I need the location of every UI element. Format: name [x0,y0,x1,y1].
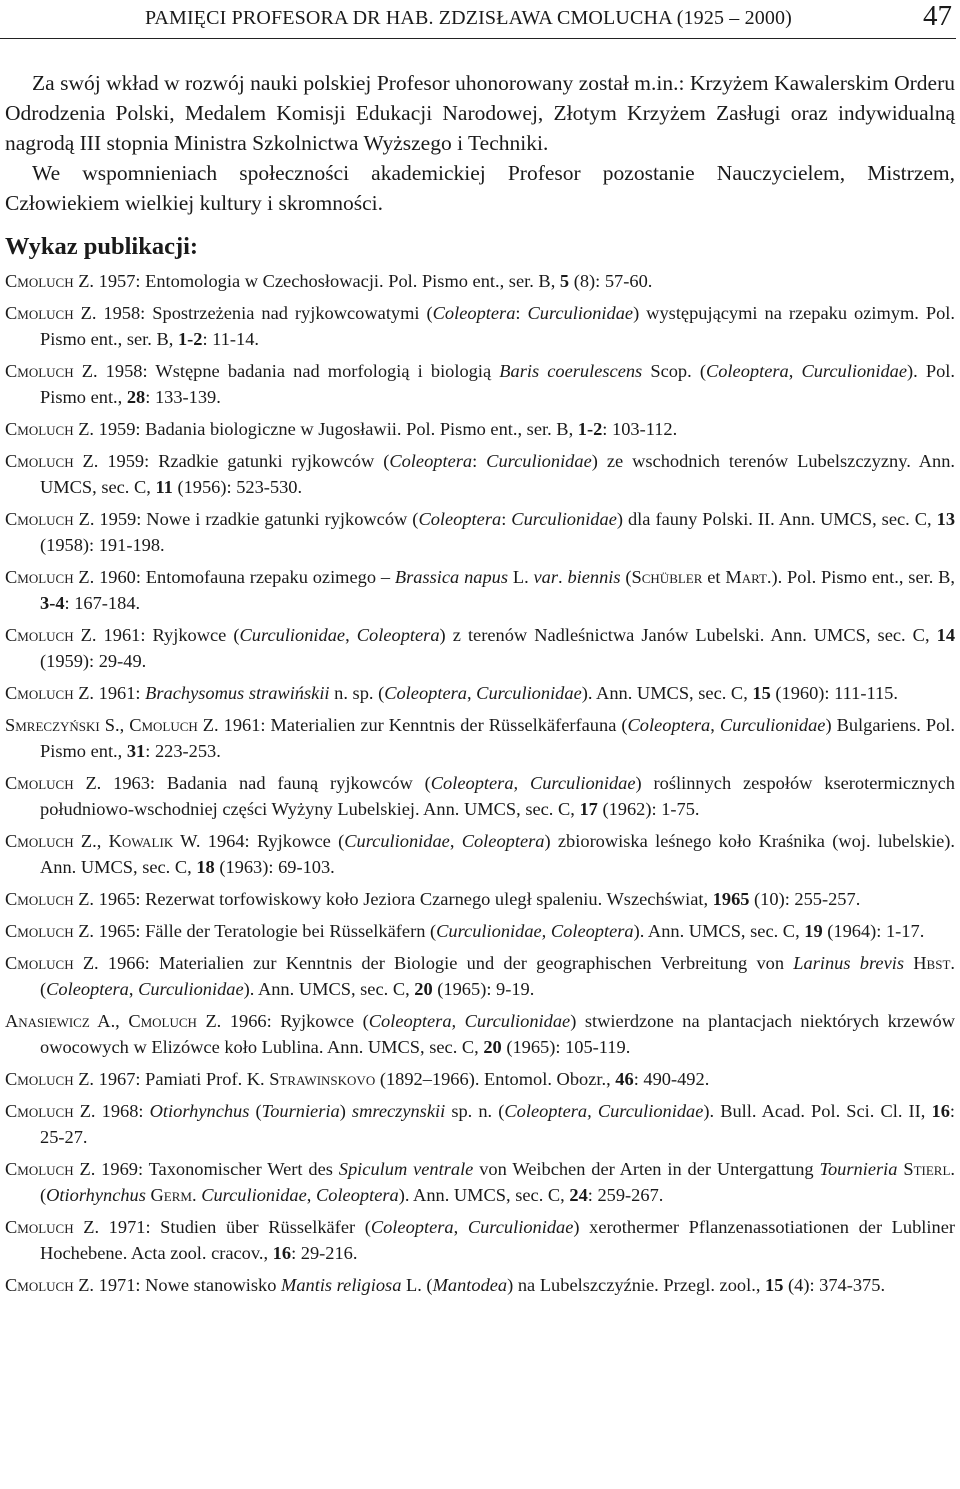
italic-term: Mantodea [432,1275,508,1295]
citation-text: 1966: Ryjkowce ( [221,1011,369,1031]
citation-text: L. ( [401,1275,433,1295]
author-name: Cmoluch Z. [5,1275,95,1295]
citation-text: , [128,979,139,999]
citation-text: 1959: Nowe i rzadkie gatunki ryjkowców ( [94,509,419,529]
citation-text: (10): 255-257. [749,889,861,909]
citation-text: : 167-184. [64,593,141,613]
italic-term: Curculionidae [476,683,582,703]
volume-number: 14 [936,625,956,645]
author-name: Cmoluch Z. [5,451,99,471]
honors-paragraph: Za swój wkład w rozwój nauki polskiej Profesor uhonorowany został m.in.: Krzyżem Kawalerskim Orderu Odrodzenia Polski, Medalem Komisji Edukacji Narodowej, Złotym Krzyżem Zasługi oraz indywidualną nagrodą III stopnia Ministra Szkolnictwa Wyższego i Techniki. [5,71,955,155]
citation-text: Scop. ( [642,361,706,381]
author-name: Anasiewicz A. [5,1011,116,1031]
publication-entry [5,770,955,822]
citation-text: : 25-27. [40,1101,956,1147]
citation-text: ) występującymi na rzepaku ozimym. Pol. Pismo ent., ser. B, [40,303,956,349]
italic-term: Tournieria [819,1159,898,1179]
citation-text: ). Ann. UMCS, sec. C, [581,683,753,703]
memory-paragraph: We wspomnieniach społeczności akademickiej Profesor pozostanie Nauczycielem, Mistrzem, Człowiekiem wielkiej kultury i skromności. [5,161,955,215]
italic-term: Coleoptera, Curculionidae [368,1011,571,1031]
citation-text: 1964: Ryjkowce ( [200,831,345,851]
author-name: Cmoluch Z. [5,889,95,909]
publication-entry [5,886,955,912]
publication-entry [5,416,955,442]
citation-text: ). Ann. UMCS, sec. C, [243,979,415,999]
volume-number: 16 [931,1101,950,1121]
citation-text: 1963: Badania nad fauną ryjkowców ( [101,773,431,793]
volume-number: 3-4 [40,593,65,613]
italic-term: Otiorhynchus [46,1185,146,1205]
citation-text: : 133-139. [145,387,221,407]
citation-text: : [515,303,528,323]
italic-term: Coleoptera [370,1217,454,1237]
volume-number: 17 [579,799,598,819]
author-name: Cmoluch Z. [5,921,95,941]
publication-entry [5,564,955,616]
citation-text: von Weibchen der Arten in der Untergattung [473,1159,820,1179]
italic-term: smreczynskii [351,1101,446,1121]
citation-text: : 490-492. [633,1069,710,1089]
author-name: Stierl. [903,1159,956,1179]
citation-text: ) [339,1101,352,1121]
citation-text: , [115,1011,129,1031]
italic-term: biennis [567,567,621,587]
citation-text: 1957: Entomologia w Czechosłowacji. Pol. Pismo ent., ser. B, [94,271,560,291]
author-name: Cmoluch Z. [5,953,99,973]
publication-entry [5,622,955,674]
italic-term: Curculionidae [801,361,908,381]
citation-text: 1960: Entomofauna rzepaku ozimego – [94,567,395,587]
volume-number: 28 [126,387,146,407]
citation-text: (1959): 29-49. [40,651,147,671]
italic-term: Coleoptera [384,683,467,703]
author-name: Cmoluch Z. [5,1159,96,1179]
citation-text: : 103-112. [602,419,678,439]
citation-text: 1958: Wstępne badania nad morfologią i biologią [97,361,500,381]
citation-text: : 223-253. [145,741,221,761]
italic-term: Curculionidae [467,1217,574,1237]
citation-text: 1961: [94,683,146,703]
citation-text: ) xerothermer Pflanzenassotiationen der Lubliner Hochebene. Acta zool. cracov., [40,1217,956,1263]
citation-text: n. sp. ( [329,683,385,703]
author-name: Cmoluch Z. [128,1011,222,1031]
author-name: Cmoluch Z. [5,567,95,587]
citation-text: (1958): 191-198. [40,535,165,555]
citation-text: 1965: Rezerwat torfowiskowy koło Jeziora Czarnego uległ spaleniu. Wszechświat, [94,889,713,909]
citation-text: (1965): 105-119. [501,1037,631,1057]
author-name: Kowalik W. [108,831,201,851]
italic-term: Tournieria [261,1101,340,1121]
citation-text: ) stwierdzone na plantacjach niektórych krzewów owocowych w Elizówce koło Lublina. Ann. UMCS, sec. C, [40,1011,956,1057]
publication-entry [5,1214,955,1266]
citation-text: 1971: Studien über Rüsselkäfer ( [99,1217,371,1237]
italic-term: Otiorhynchus [149,1101,250,1121]
volume-number: 1965 [712,889,750,909]
volume-number: 11 [155,477,173,497]
citation-text: ) roślinnych zespołów kserotermicznych południowo-wschodniej części Wyżyny Lubelskiej. Ann. UMCS, sec. C, [40,773,956,819]
citation-text: : [501,509,512,529]
citation-text: ). Ann. UMCS, sec. C, [398,1185,570,1205]
italic-term: Curculionidae [201,1185,307,1205]
italic-term: Baris coerulescens [499,361,643,381]
italic-term: Coleoptera [627,715,711,735]
citation-text: 1961: Ryjkowce ( [96,625,240,645]
volume-number: 18 [196,857,215,877]
italic-term: Curculionidae [719,715,826,735]
citation-text: : [472,451,487,471]
citation-text: 1959: Badania biologiczne w Jugosławii. Pol. Pismo ent., ser. B, [94,419,578,439]
publication-entry [5,358,955,410]
citation-text: (1965): 9-19. [432,979,535,999]
volume-number: 16 [272,1243,292,1263]
italic-term: var [533,567,559,587]
citation-text: (1964): 1-17. [822,921,925,941]
publication-entry [5,300,955,352]
page-number: 47 [923,0,952,32]
volume-number: 46 [615,1069,634,1089]
author-name: Cmoluch Z. [5,271,95,291]
citation-text: L. [508,567,534,587]
volume-number: 15 [752,683,771,703]
publication-entry [5,1098,955,1150]
author-name: Cmoluch Z. [5,1069,95,1089]
italic-term: Coleoptera [461,831,545,851]
volume-number: 5 [559,271,570,291]
volume-number: 20 [414,979,433,999]
citation-text: (8): 57-60. [569,271,653,291]
citation-text: . [558,567,568,587]
author-name: Cmoluch Z. [5,303,97,323]
citation-text: , [306,1185,316,1205]
citation-text: 1968: [95,1101,150,1121]
citation-text: ) Bulgariens. Pol. Pismo ent., [40,715,955,761]
italic-term: Spiculum ventrale [338,1159,474,1179]
citation-text: ) na Lubelszczyźnie. Przegl. zool., [507,1275,766,1295]
italic-term: Mantis religiosa [281,1275,402,1295]
citation-text: ). Pol. Pismo ent., [40,361,955,407]
citation-text: , [453,1217,468,1237]
italic-term: Coleoptera, Curculionidae [430,773,636,793]
author-name: Cmoluch Z. [5,831,97,851]
volume-number: 24 [569,1185,588,1205]
citation-text: 1966: Materialien zur Kenntnis der Biologie und der geographischen Verbreitung von [98,953,794,973]
citation-text: 1961: Materialien zur Kenntnis der Rüsselkäferfauna ( [218,715,628,735]
citation-text: , [449,831,462,851]
author-name: Smreczyński S. [5,715,120,735]
citation-text: ). Bull. Acad. Pol. Sci. Cl. II, [703,1101,932,1121]
author-name: Cmoluch Z. [5,683,95,703]
volume-number: 1-2 [177,329,203,349]
publication-entry [5,1272,955,1298]
italic-term: Curculionidae [527,303,634,323]
author-name: Cmoluch Z. [5,1217,100,1237]
citation-text: (4): 374-375. [783,1275,886,1295]
citation-text: ) zbiorowiska leśnego koło Kraśnika (woj. lubelskie). Ann. UMCS, sec. C, [40,831,956,877]
citation-text: ). Ann. UMCS, sec. C, [633,921,805,941]
author-name: Strawinskovo [269,1069,376,1089]
italic-term: Coleoptera [705,361,789,381]
citation-text: : 11-14. [202,329,259,349]
citation-text: 1958: Spostrzeżenia nad ryjkowcowatymi ( [96,303,433,323]
publication-entry [5,712,955,764]
publications-heading: Wykaz publikacji: [5,233,199,260]
citation-text: , [96,831,109,851]
publication-entry [5,448,955,500]
citation-text: ) ze wschodnich terenów Lubelszczyzny. Ann. UMCS, sec. C, [40,451,955,497]
author-name: Schübler [631,567,703,587]
article-body [5,68,955,1304]
italic-term: Brassica napus [394,567,509,587]
citation-text: 1965: Fälle der Teratologie bei Rüsselkäfern ( [94,921,437,941]
author-name: Mart. [725,567,772,587]
running-head [0,0,956,39]
citation-text: ( [620,567,632,587]
citation-text: : 29-216. [291,1243,358,1263]
citation-text: ). Pol. Pismo ent., ser. B, [771,567,956,587]
volume-number: 20 [483,1037,502,1057]
italic-term: Brachysomus strawińskii [145,683,330,703]
italic-term: Larinus brevis [793,953,905,973]
volume-number: 31 [126,741,146,761]
citation-text: ( [40,979,47,999]
author-name: Hbst. [913,953,955,973]
italic-term: Curculionidae [138,979,244,999]
italic-term: Coleoptera [46,979,129,999]
italic-term: Coleoptera, Curculionidae [504,1101,704,1121]
citation-text: , [710,715,720,735]
citation-text: 1969: Taxonomischer Wert des [95,1159,339,1179]
citation-text: , [788,361,802,381]
publication-entry [5,506,955,558]
italic-term: Coleoptera [389,451,473,471]
volume-number: 13 [936,509,956,529]
citation-text: , [119,715,130,735]
citation-text: , [345,625,357,645]
italic-term: Curculionidae [486,451,592,471]
citation-text: (1892–1966). Entomol. Obozr., [375,1069,616,1089]
italic-term: Curculionidae, Coleoptera [436,921,634,941]
italic-term: Coleoptera [432,303,516,323]
publication-entry [5,1066,955,1092]
publication-entry [5,828,955,880]
running-title: PAMIĘCI PROFESORA DR HAB. ZDZISŁAWA CMOLUCHA (1925 – 2000) [145,7,792,29]
citation-text: (1956): 523-530. [172,477,303,497]
citation-text: sp. n. ( [445,1101,505,1121]
publication-entry [5,1008,955,1060]
citation-text: ) z terenów Nadleśnictwa Janów Lubelski. Ann. UMCS, sec. C, [439,625,937,645]
author-name: Cmoluch Z. [129,715,219,735]
italic-term: Coleoptera [356,625,440,645]
volume-number: 19 [804,921,823,941]
citation-text [904,953,913,973]
citation-text: (1963): 69-103. [214,857,335,877]
citation-text: 1959: Rzadkie gatunki ryjkowców ( [98,451,390,471]
italic-term: Curculionidae [511,509,617,529]
italic-term: Curculionidae [344,831,450,851]
italic-term: Coleoptera [418,509,502,529]
author-name: Cmoluch Z. [5,509,95,529]
author-name: Cmoluch Z. [5,361,98,381]
publication-list [5,268,955,1298]
citation-text: ( [40,1185,47,1205]
publication-entry [5,950,955,1002]
publication-entry [5,680,955,706]
author-name: Cmoluch Z. [5,625,97,645]
citation-text: (1962): 1-75. [597,799,700,819]
citation-text: : 259-267. [587,1185,664,1205]
italic-term: Curculionidae [239,625,346,645]
publication-entry [5,918,955,944]
citation-text: ( [249,1101,262,1121]
publication-entry [5,1156,955,1208]
italic-term: Coleoptera [315,1185,399,1205]
author-name: Cmoluch Z. [5,419,95,439]
volume-number: 1-2 [577,419,603,439]
citation-text: et [702,567,726,587]
author-name: Cmoluch Z. [5,773,102,793]
citation-text: 1971: Nowe stanowisko [94,1275,281,1295]
citation-text: , [466,683,477,703]
citation-text: ) dla fauny Polski. II. Ann. UMCS, sec. C, [616,509,937,529]
citation-text: 1967: Pamiati Prof. K. [94,1069,270,1089]
publication-entry [5,268,955,294]
volume-number: 15 [765,1275,784,1295]
author-name: Cmoluch Z. [5,1101,96,1121]
author-name: Germ. [150,1185,197,1205]
citation-text: (1960): 111-115. [770,683,898,703]
